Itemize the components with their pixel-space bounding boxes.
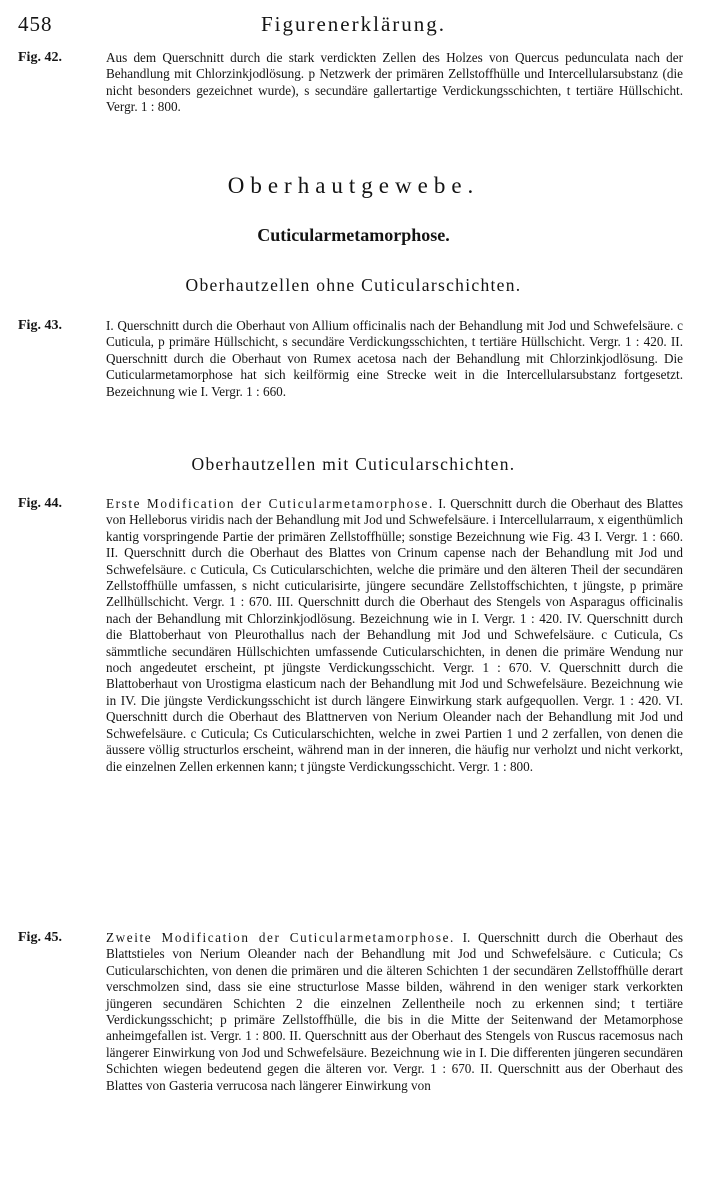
group-heading-without: Oberhautzellen ohne Cuticularschichten.: [185, 275, 522, 295]
group-heading-with: Oberhautzellen mit Cuticularschichten.: [191, 454, 516, 474]
figure-label: Fig. 44.: [18, 496, 62, 511]
figure-caption: Aus dem Querschnitt durch die stark verdickten Zellen des Holzes von Quercus pedunculata nach der Behandlung mit Chlorzinkjodlösung. p Netzwerk der primären Zellstoffhülle und Intercellularsubstanz (die nicht besonders gezeichnet wurde), s secundäre gallertartige Verdickungsschichten, t tertiäre Hüllschicht. Vergr. 1 : 800.: [106, 50, 683, 115]
figure-lead: Erste Modification der Cuticularmetamorphose.: [106, 496, 434, 511]
figure-body: I. Querschnitt durch die Oberhaut des Blattstieles von Nerium Oleander nach der Behandlung mit Jod und Schwefelsäure. c Cuticula; Cs Cuticularschichten, von denen die primären und die älteren Schichten 1 der secundären Zellstoffhülle derart verschmolzen sind, dass sie eine structurlose Masse bilden, während in den weniger stark verkorkten jüngeren secundären Schichten 2 die einzelnen Zellentheile noch zu erkennen sind; t tertiäre Verdickungsschicht; p primäre Zellstoffhülle, die bis in die Mitte der Seitenwand der Metamorphose anheimgefallen ist. Vergr. 1 : 800. II. Querschnitt aus der Oberhaut des Stengels von Ruscus racemosus nach längerer Einwirkung von Jod und Schwefelsäure. Bezeichnung wie in I. Die differenten jüngeren secundären Schichten wiegen bedeutend gegen die älteren vor. Vergr. 1 : 670. II. Querschnitt aus der Oberhaut des Blattes von Gasteria verrucosa nach längerer Einwirkung von: [106, 930, 684, 1093]
figure-entry-42: [18, 50, 683, 116]
figure-label: Fig. 42.: [18, 50, 62, 65]
figure-label: Fig. 45.: [18, 930, 62, 945]
section-heading: Oberhautgewebe.: [227, 173, 480, 198]
figure-body: I. Querschnitt durch die Oberhaut des Blattes von Helleborus viridis nach der Behandlung mit Jod und Schwefelsäure. i Intercellularraum, x eigenthümlich kantig vorspringende Partie der primären Zellstoffhülle; sonstige Bezeichnung wie Fig. 43 I. Vergr. 1 : 660. II. Querschnitt durch die Oberhaut des Blattes von Crinum capense nach der Behandlung mit Jod und Schwefelsäure. c Cuticula, Cs Cuticularschichten, welche die primäre und den älteren Theil der secundären Zellstoffhülle umfassen, s nicht cuticularisirte, jüngere secundäre Zellstoffschichten, t jüngste, p primäre Zellhüllschicht. Vergr. 1 : 670. III. Querschnitt durch die Oberhaut des Stengels von Asparagus officinalis nach der Behandlung mit Chlorzinkjodlösung. Bezeichnung wie in I. Vergr. 1 : 420. IV. Querschnitt durch die Blattoberhaut von Pleurothallus nach der Behandlung mit Jod und Schwefelsäure. c Cuticula, Cs sämmtliche secundären Hüllschichten umfassende Cuticularschichten, in denen die primäre Wendung nur noch angedeutet erscheint, pt jüngste Verdickungsschicht. Vergr. 1 : 670. V. Querschnitt durch die Blattoberhaut von Urostigma elasticum nach der Behandlung mit Jod und Schwefelsäure. Bezeichnung wie in IV. Die jüngste Verdickungsschicht ist durch längere Einwirkung stark aufgequollen. Vergr. 1 : 420. VI. Querschnitt durch die Oberhaut des Blattnerven von Nerium Oleander nach der Behandlung mit Jod und Schwefelsäure. c Cuticula; Cs Cuticularschichten, welche in zwei Partien 1 und 2 zerfallen, von denen die äussere völlig structurlos erscheint, während man in der inneren, die häufig nur verholzt und nicht verkorkt, die einzelnen Zellen erkennen kann; t jüngste Verdickungsschicht. Vergr. 1 : 800.: [106, 496, 684, 774]
figure-caption: I. Querschnitt durch die Oberhaut von Allium officinalis nach der Behandlung mit Jod und Schwefelsäure. c Cuticula, p primäre Hüllschicht, s secundäre Verdickungsschichten, t tertiäre Hüllschicht. Vergr. 1 : 420. II. Querschnitt durch die Oberhaut von Rumex acetosa nach der Behandlung mit Chlorzinkjodlösung. Die Cuticularmetamorphose hat sich keilförmig eine Strecke weit in die Intercellularsubstanz fortgesetzt. Bezeichnung wie I. Vergr. 1 : 660.: [106, 318, 683, 399]
running-title: Figurenerklärung.: [260, 12, 447, 36]
figure-lead: Zweite Modification der Cuticularmetamorphose.: [106, 930, 455, 945]
figure-entry-43: [18, 318, 683, 400]
figure-entry-45: [18, 930, 683, 1094]
figure-caption: [106, 496, 683, 775]
page-number: 458: [18, 12, 53, 36]
figure-caption: [106, 930, 683, 1094]
page-header: [18, 12, 689, 38]
figure-label: Fig. 43.: [18, 318, 62, 333]
subsection-heading: Cuticularmetamorphose.: [257, 225, 450, 245]
figure-entry-44: [18, 496, 683, 775]
